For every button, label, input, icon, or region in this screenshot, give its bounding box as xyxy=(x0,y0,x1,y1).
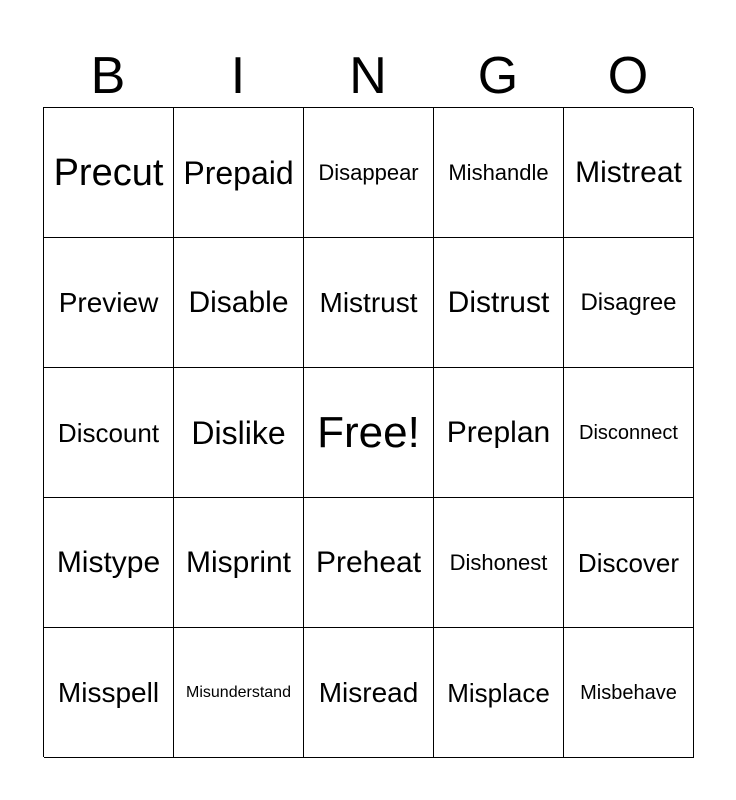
bingo-cell[interactable]: Preview xyxy=(44,238,174,368)
bingo-cell[interactable]: Dishonest xyxy=(434,498,564,628)
free-space-cell[interactable]: Free! xyxy=(304,368,434,498)
bingo-cell[interactable]: Misbehave xyxy=(564,628,694,758)
bingo-cell[interactable]: Preplan xyxy=(434,368,564,498)
bingo-cell[interactable]: Misprint xyxy=(174,498,304,628)
bingo-cell[interactable]: Dislike xyxy=(174,368,304,498)
bingo-cell[interactable]: Discount xyxy=(44,368,174,498)
bingo-cell[interactable]: Mishandle xyxy=(434,108,564,238)
bingo-cell[interactable]: Misspell xyxy=(44,628,174,758)
bingo-cell[interactable]: Disable xyxy=(174,238,304,368)
bingo-cell[interactable]: Discover xyxy=(564,498,694,628)
bingo-cell[interactable]: Mistreat xyxy=(564,108,694,238)
header-letter-i: I xyxy=(230,47,246,105)
bingo-cell[interactable]: Misplace xyxy=(434,628,564,758)
header-letter-n: N xyxy=(349,47,387,105)
header-letter-g: G xyxy=(477,47,519,105)
bingo-cell[interactable]: Precut xyxy=(44,108,174,238)
bingo-header xyxy=(43,44,693,108)
bingo-board xyxy=(43,107,693,757)
bingo-cell[interactable]: Preheat xyxy=(304,498,434,628)
bingo-cell[interactable]: Disagree xyxy=(564,238,694,368)
header-letter-b: B xyxy=(90,47,126,105)
bingo-cell[interactable]: Mistrust xyxy=(304,238,434,368)
bingo-cell[interactable]: Mistype xyxy=(44,498,174,628)
bingo-cell[interactable]: Prepaid xyxy=(174,108,304,238)
header-letter-o: O xyxy=(607,47,649,105)
bingo-cell[interactable]: Misread xyxy=(304,628,434,758)
bingo-cell[interactable]: Distrust xyxy=(434,238,564,368)
bingo-cell[interactable]: Disappear xyxy=(304,108,434,238)
bingo-cell[interactable]: Disconnect xyxy=(564,368,694,498)
bingo-cell[interactable]: Misunderstand xyxy=(174,628,304,758)
